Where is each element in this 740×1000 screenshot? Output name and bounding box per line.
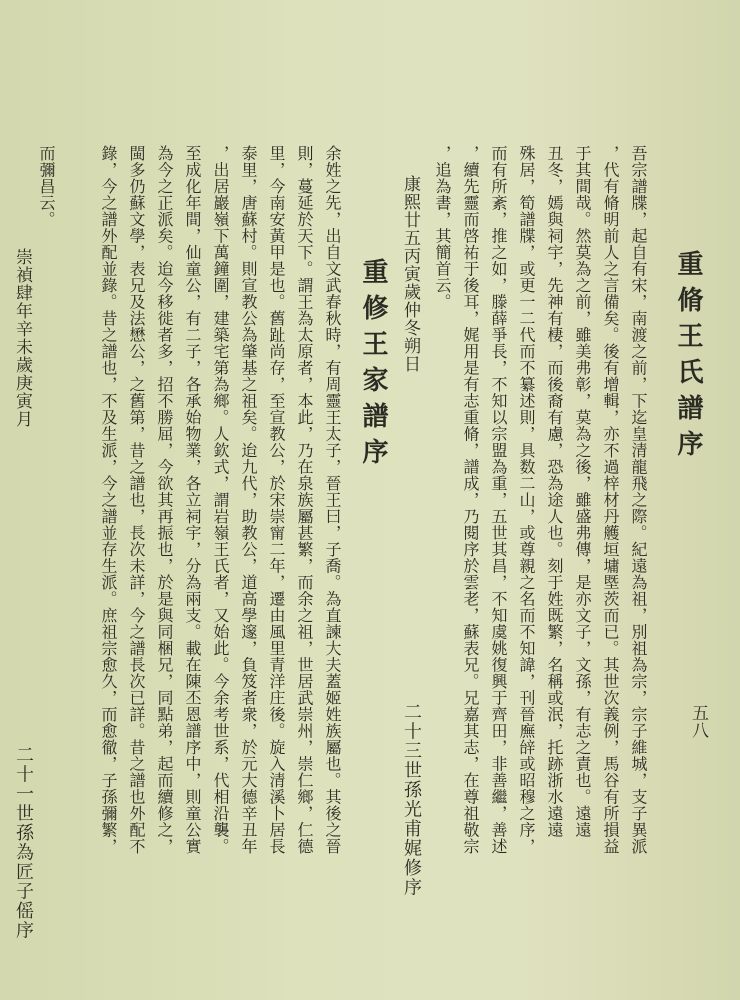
preface2-column: 余姓之先，出自文武春秋時，有周靈王太子，晉王曰，子喬。為直諫大夫蓋姬姓族屬也。其後之晉 bbox=[323, 145, 342, 855]
preface1-title: 重脩王氏譜序 bbox=[673, 250, 703, 466]
preface2-column: 而彌昌云。 bbox=[37, 145, 56, 228]
preface2-column: 為今之正派矣。迨今移徙者多，招不勝屈，今欲其再振也，於是與同梱兄，同點弟，起而續修之， bbox=[155, 145, 174, 855]
preface2-column: 錄，今之譜外配並錄。昔之譜也，不及生派，今之譜並存生派。庶祖宗愈久，而愈徹，子孫彌繁， bbox=[99, 145, 118, 855]
preface2-column: 則，蔓延於天下。謂王為太原者，本此，乃在泉族屬甚繁，而余之祖，世居武崇州，崇仁鄉，仁德 bbox=[295, 145, 314, 855]
preface2-column: 泰里，唐蘇村。則宣教公為肇基之祖矣。迨九代，助教公，道高學邃，負笈者衆，於元大德辛丑年 bbox=[239, 145, 258, 855]
preface1-column: ，代有脩明前人之言備矣。後有增輯，亦不過梓材丹艧垣墉塈茨而已。其世次義例，馬谷有所損益 bbox=[601, 145, 620, 855]
preface2-column: ，出居巖嶺下萬鐘圍，建築宅第為鄉。人欽式，謂岩嶺王氏者，又始此。今余考世系，代相沿襲。 bbox=[211, 145, 230, 855]
preface1-column: 丑冬，嫣與祠宇，先神有棲，而後裔有慮，恐為途人也。刻于姓既繁，名稱或泯，托跡浙水遠遠 bbox=[545, 145, 564, 838]
preface1-column: ，追為書，其簡首云。 bbox=[433, 145, 452, 310]
preface2-author: 二十一世孫為匠子傜序 bbox=[13, 745, 34, 940]
preface1-column: 而有所紊，推之如，滕薛爭長，不知以宗盟為重，五世其昌，不知虞姚復興于齊田，非善繼，善述 bbox=[489, 145, 508, 855]
preface1-column: 吾宗譜牒，起自有宋，南渡之前，下迄皇清龍飛之際。紀遠為祖，別祖為宗，宗子維城，支子異派 bbox=[629, 145, 648, 855]
preface1-column: 于其間哉。然莫為之前，雖美弗彰，莫為之後，雖盛弗傳，是亦文子，文孫，有志之責也。遠遠 bbox=[573, 145, 592, 838]
preface2-column: 里，今南安黃甲是也。舊趾尚存，至宣教公，於宋崇甯二年，遷由風里青洋庄後。旋入清溪卜居長 bbox=[267, 145, 286, 855]
preface1-column: ，續先靈而啓祐于後耳，娓用是有志重脩，譜成，乃閱序於雲老，蘇表兄。兄嘉其志，在尊祖敬宗 bbox=[461, 145, 480, 855]
preface2-column: 至成化年間，仙童公，有二子，各承始物業，各立祠宇，分為兩支。載在陳丕恩譜序中，則童公實 bbox=[183, 145, 202, 855]
page-number: 五八 bbox=[688, 704, 708, 739]
preface2-date: 崇禎肆年辛未歲庚寅月 bbox=[12, 248, 32, 428]
preface2-column: 閩多仍蘇文學，表兄及法懋公，之舊第，昔之譜也，長次未詳，今之譜長次已詳。昔之譜也外配不 bbox=[127, 145, 146, 855]
preface2-title: 重修王家譜序 bbox=[358, 258, 388, 474]
preface1-date: 康熙廿五丙寅歲仲冬朔日 bbox=[400, 175, 420, 373]
preface1-column: 殊居，筍譜牒，或更一二代而不纂述則，具数二山，或尊親之名而不知諱，刊晉廡辝或昭穆之序， bbox=[517, 145, 536, 855]
preface1-author: 二十三世孫光甫娓修序 bbox=[401, 702, 422, 897]
